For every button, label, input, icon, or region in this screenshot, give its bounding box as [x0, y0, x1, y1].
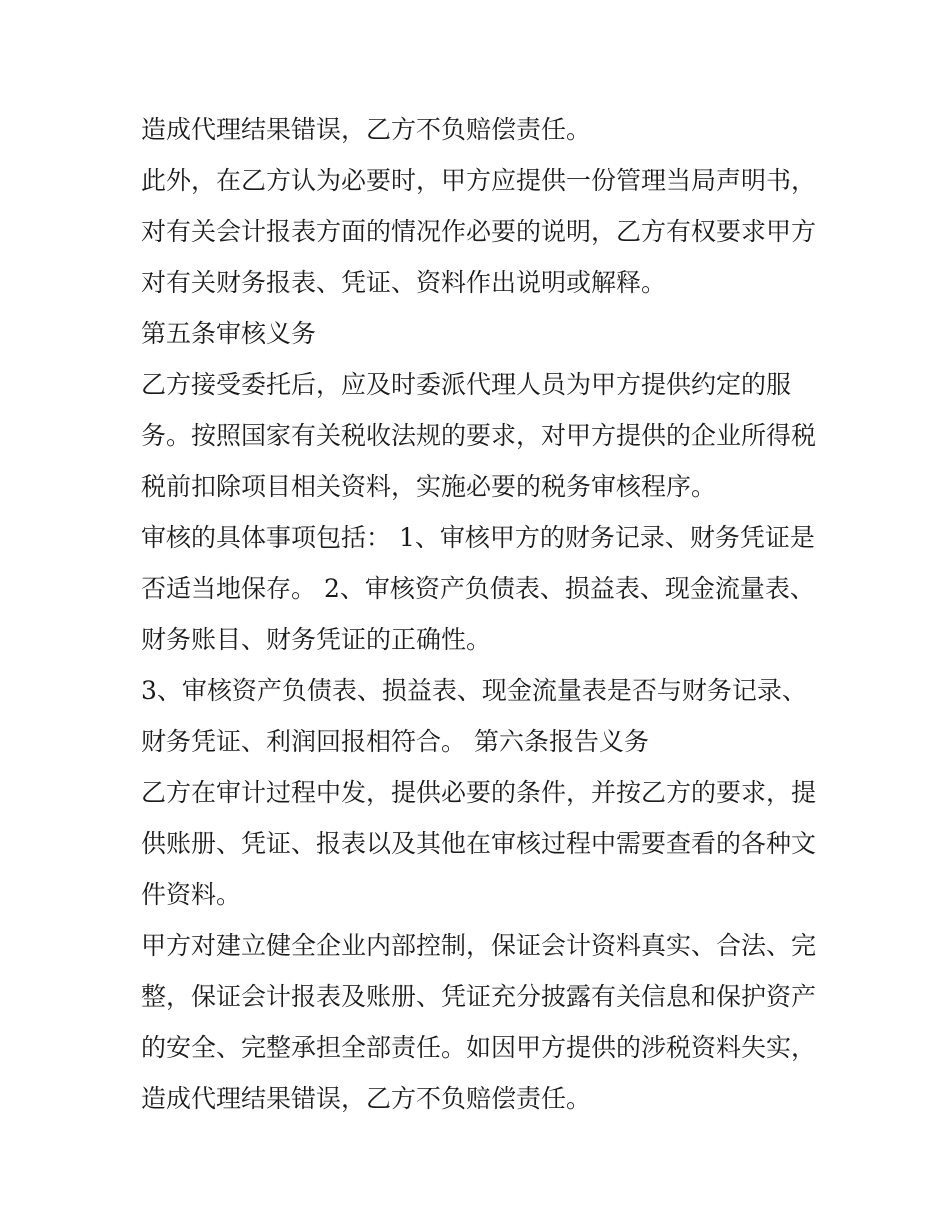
text-line: 对有关会计报表方面的情况作必要的说明，乙方有权要求甲方 [141, 217, 817, 246]
section-heading-article-5: 第五条审核义务 [141, 319, 317, 348]
contract-text-body [141, 104, 821, 1124]
text-line: 乙方接受委托后，应及时委派代理人员为甲方提供约定的服 [141, 370, 792, 399]
text-line: 否适当地保存。 2、审核资产负债表、损益表、现金流量表、 [141, 574, 815, 603]
text-line: 此外，在乙方认为必要时，甲方应提供一份管理当局声明书， [141, 166, 817, 195]
text-line: 造成代理结果错误，乙方不负赔偿责任。 [141, 1084, 592, 1113]
text-line: 财务凭证、利润回报相符合。 第六条报告义务 [141, 727, 649, 756]
text-line: 整，保证会计报表及账册、凭证充分披露有关信息和保护资产 [141, 982, 817, 1011]
text-line: 供账册、凭证、报表以及其他在审核过程中需要查看的各种文 [141, 829, 817, 858]
text-line: 务。按照国家有关税收法规的要求，对甲方提供的企业所得税 [141, 421, 817, 450]
text-line: 造成代理结果错误，乙方不负赔偿责任。 [141, 115, 592, 144]
text-line: 财务账目、财务凭证的正确性。 [141, 625, 492, 654]
text-line: 税前扣除项目相关资料，实施必要的税务审核程序。 [141, 472, 717, 501]
text-line: 的安全、完整承担全部责任。如因甲方提供的涉税资料失实， [141, 1033, 817, 1062]
text-line: 件资料。 [141, 880, 242, 909]
text-line: 3、审核资产负债表、损益表、现金流量表是否与财务记录、 [141, 676, 807, 705]
text-line: 乙方在审计过程中发，提供必要的条件，并按乙方的要求，提 [141, 778, 817, 807]
text-line: 审核的具体事项包括： 1、审核甲方的财务记录、财务凭证是 [141, 523, 815, 552]
text-line: 甲方对建立健全企业内部控制，保证会计资料真实、合法、完 [141, 931, 817, 960]
text-line: 对有关财务报表、凭证、资料作出说明或解释。 [141, 268, 667, 297]
